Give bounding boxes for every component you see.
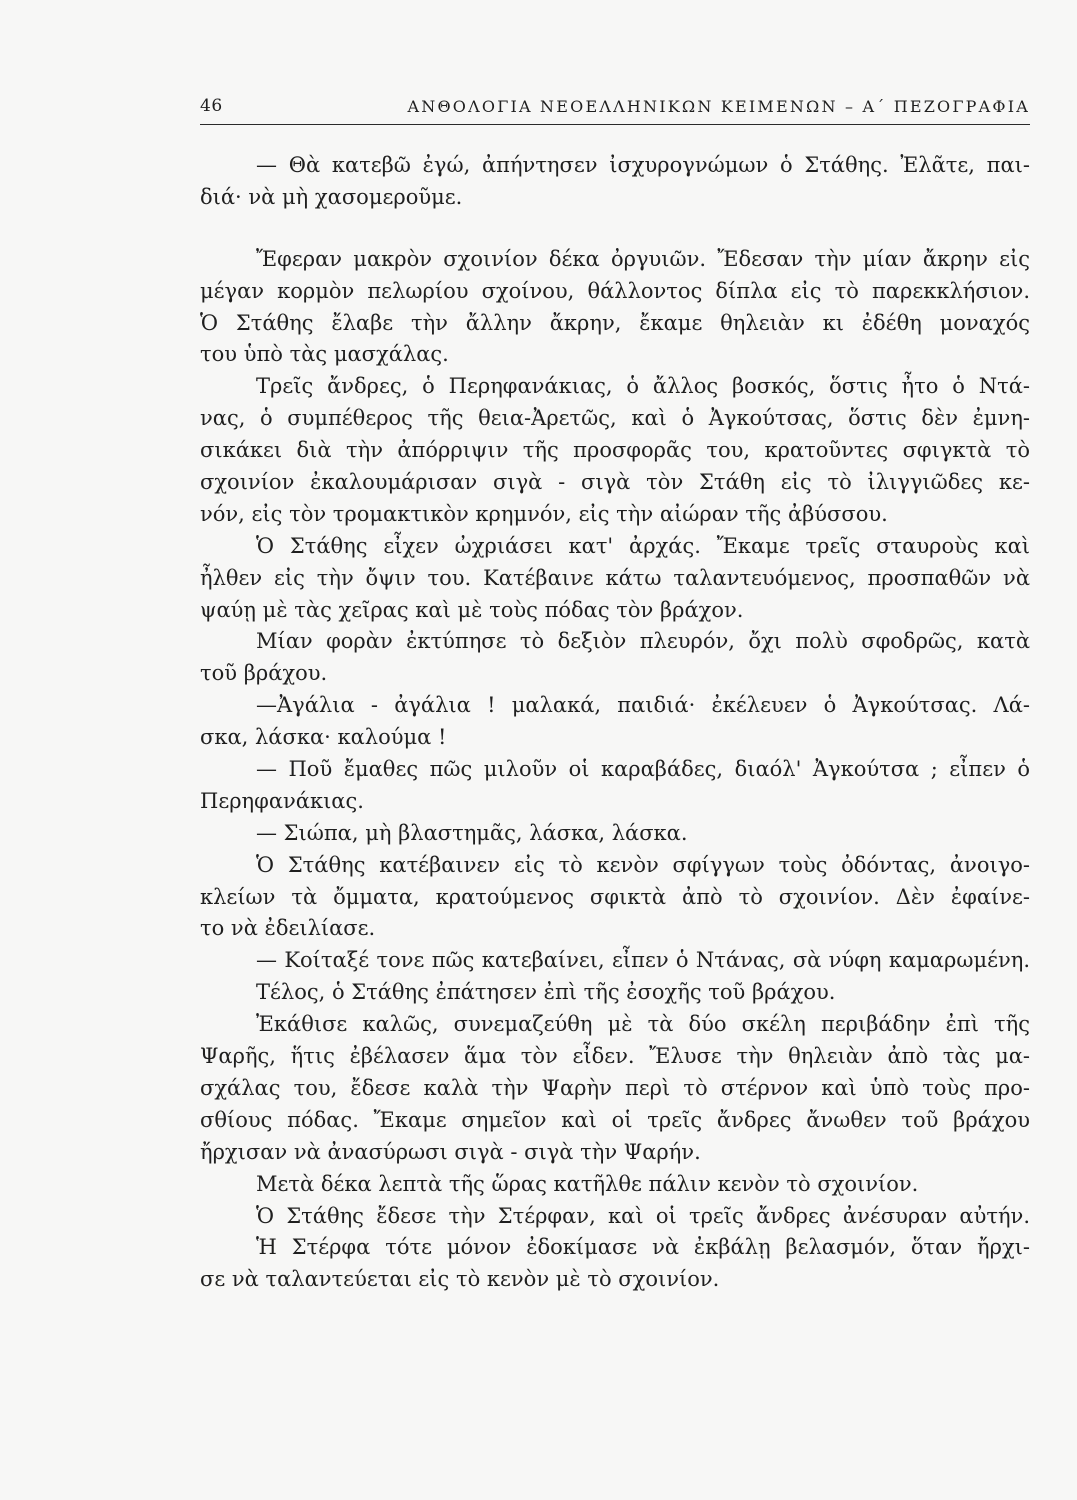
text-line: ἤρχισαν νὰ ἀνασύρωσι σιγὰ - σιγὰ τὴν Ψαρήν. xyxy=(200,1139,701,1164)
paragraph-gap xyxy=(200,214,1030,244)
text-line: Ἡ Στέρφα τότε μόνον ἐδοκίμασε νὰ ἐκβάλῃ βελασμόν, ὅταν ἤρχι- xyxy=(256,1235,1030,1260)
text-line: σικάκει διὰ τὴν ἀπόρριψιν τῆς προσφορᾶς του, κρατοῦντες σφιγκτὰ τὸ xyxy=(200,438,1030,463)
text-line: μέγαν κορμὸν πελωρίου σχοίνου, θάλλοντος δίπλα εἰς τὸ παρεκκλήσιον. xyxy=(200,278,1030,303)
text-line: ψαύῃ μὲ τὰς χεῖρας καὶ μὲ τοὺς πόδας τὸν βράχον. xyxy=(200,597,744,622)
text-line: Ὁ Στάθης ἔλαβε τὴν ἄλλην ἄκρην, ἔκαμε θηλειὰν κι ἐδέθη μοναχός xyxy=(200,310,1030,335)
text-line: — Κοίταξέ τονε πῶς κατεβαίνει, εἶπεν ὁ Ντάνας, σὰ νύφη καμαρωμένη. xyxy=(256,948,1030,973)
page-header xyxy=(200,94,1030,125)
text-line: — Θὰ κατεβῶ ἐγώ, ἀπήντησεν ἰσχυρογνώμων ὁ Στάθης. Ἐλᾶτε, παι- xyxy=(256,153,1030,177)
text-line: Ἐκάθισε καλῶς, συνεμαζεύθη μὲ τὰ δύο σκέλη περιβάδην ἐπὶ τῆς xyxy=(256,1012,1030,1037)
text-line: Ὁ Στάθης ἔδεσε τὴν Στέρφαν, καὶ οἱ τρεῖς ἄνδρες ἀνέσυραν αὐτήν. xyxy=(256,1203,1030,1228)
text-line: —Ἀγάλια - ἀγάλια ! μαλακά, παιδιά· ἐκέλευεν ὁ Ἀγκούτσας. Λά- xyxy=(256,693,1030,718)
text-line: Μίαν φορὰν ἐκτύπησε τὸ δεξιὸν πλευρόν, ὄχι πολὺ σφοδρῶς, κατὰ xyxy=(256,629,1030,654)
text-line: Ψαρῆς, ἥτις ἐβέλασεν ἅμα τὸν εἶδεν. Ἔλυσε τὴν θηλειὰν ἀπὸ τὰς μα- xyxy=(200,1044,1030,1069)
text-line: ἦλθεν εἰς τὴν ὄψιν του. Κατέβαινε κάτω ταλαντευόμενος, προσπαθῶν νὰ xyxy=(200,565,1030,590)
text-line: Περηφανάκιας. xyxy=(200,788,364,813)
text-line: του ὑπὸ τὰς μασχάλας. xyxy=(200,342,449,367)
body-text xyxy=(200,150,1030,1296)
text-line: διά· νὰ μὴ χασομεροῦμε. xyxy=(200,184,463,209)
text-line: νας, ὁ συμπέθερος τῆς θεια-Ἀρετῶς, καὶ ὁ Ἀγκούτσας, ὅστις δὲν ἐμνη- xyxy=(200,406,1030,431)
text-line: σκα, λάσκα· καλούμα ! xyxy=(200,725,447,750)
text-line: — Σιώπα, μὴ βλαστημᾶς, λάσκα, λάσκα. xyxy=(256,820,688,845)
text-line: σχάλας του, ἔδεσε καλὰ τὴν Ψαρὴν περὶ τὸ στέρνον καὶ ὑπὸ τοὺς προ- xyxy=(200,1075,1030,1100)
text-line: τοῦ βράχου. xyxy=(200,661,328,686)
text-line: το νὰ ἐδειλίασε. xyxy=(200,916,376,941)
text-line: σχοινίον ἐκαλουμάρισαν σιγὰ - σιγὰ τὸν Στάθη εἰς τὸ ἰλιγγιῶδες κε- xyxy=(200,470,1030,495)
running-title: ΑΝΘΟΛΟΓΙΑ ΝΕΟΕΛΛΗΝΙΚΩΝ ΚΕΙΜΕΝΩΝ – Α΄ ΠΕΖΟΓΡΑΦΙΑ xyxy=(407,97,1030,116)
text-line: Ἔφεραν μακρὸν σχοινίον δέκα ὀργυιῶν. Ἔδεσαν τὴν μίαν ἄκρην εἰς xyxy=(256,246,1030,271)
text-line: σθίους πόδας. Ἔκαμε σημεῖον καὶ οἱ τρεῖς ἄνδρες ἄνωθεν τοῦ βράχου xyxy=(200,1107,1030,1132)
text-line: σε νὰ ταλαντεύεται εἰς τὸ κενὸν μὲ τὸ σχοινίον. xyxy=(200,1267,720,1292)
page-number: 46 xyxy=(200,96,223,116)
text-line: νόν, εἰς τὸν τρομακτικὸν κρημνόν, εἰς τὴν αἰώραν τῆς ἀβύσσου. xyxy=(200,501,888,526)
text-line: — Ποῦ ἔμαθες πῶς μιλοῦν οἱ καραβάδες, διαόλ' Ἀγκούτσα ; εἶπεν ὁ xyxy=(256,757,1030,782)
text-line: Ὁ Στάθης εἶχεν ὠχριάσει κατ' ἀρχάς. Ἔκαμε τρεῖς σταυροὺς καὶ xyxy=(256,533,1030,558)
text-line: Ὁ Στάθης κατέβαινεν εἰς τὸ κενὸν σφίγγων τοὺς ὀδόντας, ἀνοιγο- xyxy=(256,852,1030,877)
text-line: Μετὰ δέκα λεπτὰ τῆς ὥρας κατῆλθε πάλιν κενὸν τὸ σχοινίον. xyxy=(256,1171,919,1196)
text-line: Τρεῖς ἄνδρες, ὁ Περηφανάκιας, ὁ ἄλλος βοσκός, ὅστις ἦτο ὁ Ντά- xyxy=(256,374,1030,399)
text-line: κλείων τὰ ὄμματα, κρατούμενος σφικτὰ ἀπὸ τὸ σχοινίον. Δὲν ἐφαίνε- xyxy=(200,884,1030,909)
text-line: Τέλος, ὁ Στάθης ἐπάτησεν ἐπὶ τῆς ἐσοχῆς τοῦ βράχου. xyxy=(256,980,836,1005)
